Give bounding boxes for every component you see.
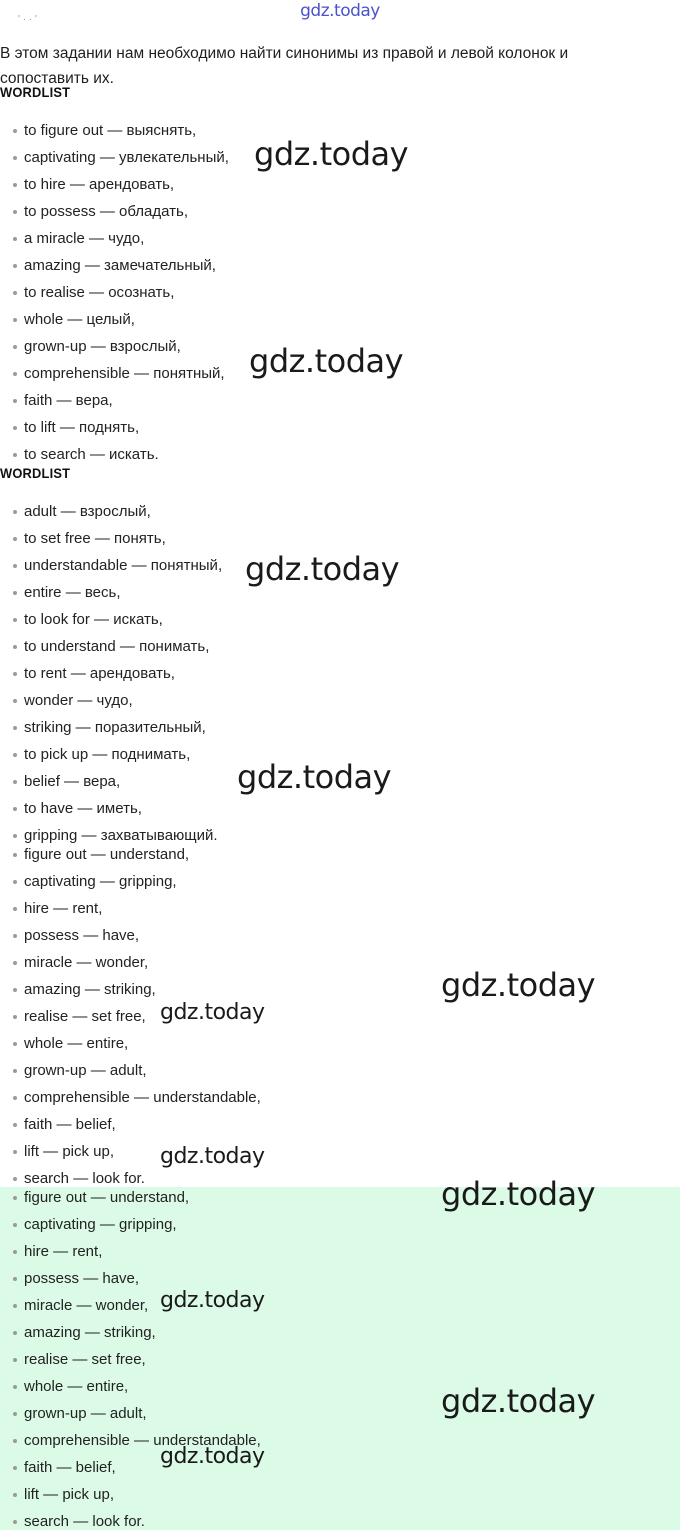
list-item: adult — взрослый, xyxy=(0,498,222,525)
list-item: hire — rent, xyxy=(0,895,261,922)
list-item: grown-up — adult, xyxy=(0,1400,261,1427)
list-item: comprehensible — понятный, xyxy=(0,360,229,387)
list-item: to realise — осознать, xyxy=(0,279,229,306)
list-item: search — look for. xyxy=(0,1508,261,1535)
wordlist-heading-1: WORDLIST xyxy=(0,84,71,100)
list-item: to figure out — выяснять, xyxy=(0,117,229,144)
watermark-4: gdz.today xyxy=(237,758,392,796)
list-item: to lift — поднять, xyxy=(0,414,229,441)
watermark-8: gdz.today xyxy=(441,1175,596,1213)
list-item: amazing — striking, xyxy=(0,976,261,1003)
list-item: whole — entire, xyxy=(0,1373,261,1400)
list-item: faith — belief, xyxy=(0,1454,261,1481)
list-item: lift — pick up, xyxy=(0,1138,261,1165)
list-item: hire — rent, xyxy=(0,1238,261,1265)
list-item: figure out — understand, xyxy=(0,841,261,868)
list-item: lift — pick up, xyxy=(0,1481,261,1508)
top-marks: ' · · ' xyxy=(18,14,37,25)
watermark-9: gdz.today xyxy=(160,1288,265,1313)
list-item: realise — set free, xyxy=(0,1003,261,1030)
list-item: to look for — искать, xyxy=(0,606,222,633)
list-item: miracle — wonder, xyxy=(0,949,261,976)
list-item: to understand — понимать, xyxy=(0,633,222,660)
list-item: belief — вера, xyxy=(0,768,222,795)
list-item: whole — целый, xyxy=(0,306,229,333)
list-item: wonder — чудо, xyxy=(0,687,222,714)
list-item: figure out — understand, xyxy=(0,1184,261,1211)
watermark-10: gdz.today xyxy=(441,1382,596,1420)
list-item: comprehensible — understandable, xyxy=(0,1427,261,1454)
list-item: captivating — gripping, xyxy=(0,1211,261,1238)
answer-list-highlighted xyxy=(0,1184,261,1535)
list-item: search — look for. xyxy=(0,1165,261,1192)
list-item: gripping — захватывающий. xyxy=(0,822,222,849)
watermark-11: gdz.today xyxy=(160,1444,265,1469)
list-item: grown-up — взрослый, xyxy=(0,333,229,360)
list-item: a miracle — чудо, xyxy=(0,225,229,252)
list-item: faith — belief, xyxy=(0,1111,261,1138)
task-intro-text: В этом задании нам необходимо найти синонимы из правой и левой колонок и сопоставить их. xyxy=(0,45,569,87)
list-item: to set free — понять, xyxy=(0,525,222,552)
list-item: to search — искать. xyxy=(0,441,229,468)
watermark-5: gdz.today xyxy=(441,966,596,1004)
list-item: possess — have, xyxy=(0,1265,261,1292)
list-item: grown-up — adult, xyxy=(0,1057,261,1084)
list-item: to possess — обладать, xyxy=(0,198,229,225)
list-item: understandable — понятный, xyxy=(0,552,222,579)
site-watermark-top: gdz.today xyxy=(300,1,380,21)
list-item: miracle — wonder, xyxy=(0,1292,261,1319)
list-item: whole — entire, xyxy=(0,1030,261,1057)
list-item: amazing — замечательный, xyxy=(0,252,229,279)
list-item: to hire — арендовать, xyxy=(0,171,229,198)
list-item: comprehensible — understandable, xyxy=(0,1084,261,1111)
list-item: faith — вера, xyxy=(0,387,229,414)
list-item: realise — set free, xyxy=(0,1346,261,1373)
watermark-3: gdz.today xyxy=(245,550,400,588)
watermark-7: gdz.today xyxy=(160,1144,265,1169)
list-item: entire — весь, xyxy=(0,579,222,606)
watermark-2: gdz.today xyxy=(249,342,404,380)
list-item: to pick up — поднимать, xyxy=(0,741,222,768)
wordlist-heading-2: WORDLIST xyxy=(0,465,71,481)
list-item: amazing — striking, xyxy=(0,1319,261,1346)
wordlist-2 xyxy=(0,498,222,849)
list-item: possess — have, xyxy=(0,922,261,949)
list-item: to have — иметь, xyxy=(0,795,222,822)
list-item: captivating — увлекательный, xyxy=(0,144,229,171)
list-item: captivating — gripping, xyxy=(0,868,261,895)
watermark-1: gdz.today xyxy=(254,135,409,173)
list-item: striking — поразительный, xyxy=(0,714,222,741)
wordlist-1 xyxy=(0,117,229,468)
watermark-6: gdz.today xyxy=(160,1000,265,1025)
list-item: to rent — арендовать, xyxy=(0,660,222,687)
